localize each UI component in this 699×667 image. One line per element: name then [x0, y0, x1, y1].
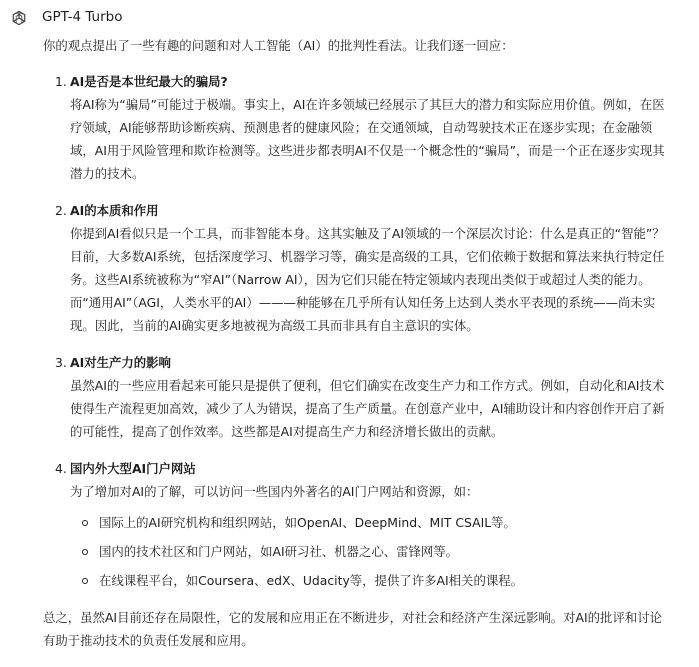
- bullet-circle-icon: [82, 520, 88, 526]
- conclusion-paragraph: 总之，虽然AI目前还存在局限性，它的发展和应用正在不断进步，对社会和经济产生深远影响。对AI的批评和讨论有助于推动技术的负责任发展和应用。: [43, 610, 663, 648]
- list-item-text: 国际上的AI研究机构和组织网站，如OpenAI、DeepMind、MIT CSAIL等。: [99, 515, 516, 530]
- list-item: [70, 511, 673, 534]
- bullet-circle-icon: [82, 549, 88, 555]
- section-body: 你提到AI看似只是一个工具，而非智能本身。这其实触及了AI领域的一个深层次讨论：什么是真正的“智能”？目前，大多数AI系统，包括深度学习、机器学习等，确实是高级的工具，它们依赖于数据和算法来执行特定任务。这些AI系统被称为“窄AI”（Narrow AI），因为它们只能在特定领域内表现出类似于或超过人类的能力。而“通用AI”（AGI，人类水平的AI）———种能够在几乎所有认知任务上达到人类水平表现的系统——尚未实现。因此，当前的AI确实更多地被视为高级工具而非具有自主意识的实体。: [70, 226, 665, 333]
- section-number: 4.: [55, 461, 67, 476]
- list-item: [70, 569, 673, 592]
- section-title: AI的本质和作用: [70, 203, 159, 218]
- section-title: 国内外大型AI门户网站: [70, 461, 196, 476]
- section-item: [43, 199, 673, 337]
- intro-paragraph: 你的观点提出了一些有趣的问题和对人工智能（AI）的批判性看法。让我们逐一回应：: [43, 38, 514, 53]
- section-body: 虽然AI的一些应用看起来可能只是提供了便利，但它们确实在改变生产力和工作方式。例如，自动化和AI技术使得生产流程更加高效，减少了人为错误，提高了生产质量。在创意产业中，AI辅助设计和内容创作开启了新的可能性，提高了创作效率。这些都是AI对提高生产力和经济增长做出的贡献。: [70, 378, 665, 439]
- openai-logo-icon: [10, 9, 28, 27]
- section-title: AI对生产力的影响: [70, 355, 171, 370]
- list-item-text: 国内的技术社区和门户网站，如AI研习社、机器之心、雷锋网等。: [99, 544, 459, 559]
- section-list: [43, 70, 673, 592]
- section-item: [43, 457, 673, 592]
- message-content: [43, 34, 673, 652]
- resource-list: [70, 511, 673, 592]
- list-item: [70, 540, 673, 563]
- section-body: 将AI称为“骗局”可能过于极端。事实上，AI在许多领域已经展示了其巨大的潜力和实际应用价值。例如，在医疗领域，AI能够帮助诊断疾病、预测患者的健康风险；在交通领域，自动驾驶技术正在逐步实现；在金融领域，AI用于风险管理和欺诈检测等。这些进步都表明AI不仅是一个概念性的“骗局”，而是一个正在逐步实现其潜力的技术。: [70, 97, 665, 181]
- section-body: 为了增加对AI的了解，可以访问一些国内外著名的AI门户网站和资源，如：: [70, 484, 479, 499]
- section-number: 2.: [55, 203, 67, 218]
- section-number: 1.: [55, 74, 67, 89]
- bullet-circle-icon: [82, 578, 88, 584]
- section-item: [43, 351, 673, 443]
- section-number: 3.: [55, 355, 67, 370]
- model-name: GPT-4 Turbo: [42, 9, 123, 25]
- section-title: AI是否是本世纪最大的骗局?: [70, 74, 228, 89]
- section-item: [43, 70, 673, 185]
- list-item-text: 在线课程平台，如Coursera、edX、Udacity等，提供了许多AI相关的课程。: [99, 573, 524, 588]
